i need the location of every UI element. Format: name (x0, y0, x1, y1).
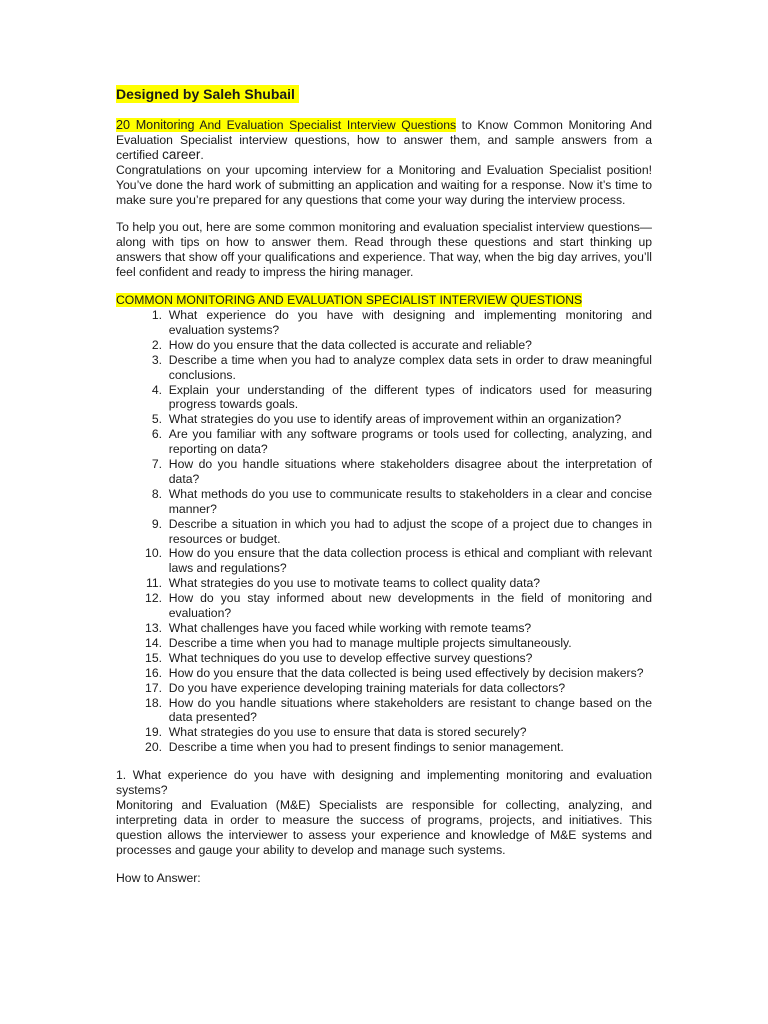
question-number: 14. (145, 635, 162, 650)
title-highlight-b: And Evaluation Specialist Interview Questions (194, 118, 457, 132)
questions-heading (116, 293, 652, 308)
question-number: 5. (151, 412, 162, 427)
question-text: Do you have experience developing training materials for data collectors? (168, 680, 566, 695)
answer-explanation: Monitoring and Evaluation (M&E) Specialists are responsible for collecting, analyzing, and interpreting data in order to measure the success of programs, projects, and initiatives. This question allows the interviewer to assess your experience and knowledge of M&E systems and processes and gauge your ability to develop and manage such systems. (116, 797, 652, 857)
question-item (116, 383, 652, 413)
question-number: 1. (151, 307, 162, 322)
question-number: 13. (145, 621, 162, 635)
question-number: 19. (145, 725, 162, 740)
question-item (116, 353, 652, 383)
document-page (116, 85, 652, 886)
question-number: 16. (145, 665, 162, 680)
question-item (116, 621, 652, 636)
question-number: 7. (151, 457, 162, 472)
question-item (116, 651, 652, 666)
question-text: How do you handle situations where stakeholders are resistant to change based on the data presented? (168, 695, 652, 725)
question-number: 12. (145, 591, 162, 606)
question-number: 3. (151, 352, 162, 367)
question-number: 20. (145, 740, 162, 755)
question-text: Describe a situation in which you had to adjust the scope of a project due to changes in resources or budget. (168, 516, 652, 546)
answer-question: 1. What experience do you have with designing and implementing monitoring and evaluation systems? (116, 768, 652, 798)
question-number: 10. (145, 546, 162, 561)
question-number: 11. (145, 576, 162, 591)
question-item (116, 308, 652, 338)
author-credit (116, 85, 652, 103)
question-text: Describe a time when you had to manage multiple projects simultaneously. (168, 635, 572, 650)
question-text: Explain your understanding of the different types of indicators used for measuring progress towards goals. (168, 382, 652, 412)
question-text: How do you stay informed about new developments in the field of monitoring and evaluation? (168, 591, 652, 621)
intro-title (116, 118, 652, 163)
question-text: What strategies do you use to ensure that data is stored securely? (168, 725, 527, 740)
question-item (116, 427, 652, 457)
title-rest: to Know Common Monitoring And Evaluation Specialist interview questions, how to answer them, and sample answers from a certified (116, 118, 652, 162)
question-text: What strategies do you use to identify areas of improvement within an organization? (168, 412, 622, 427)
question-item (116, 338, 652, 353)
title-end-word: career (162, 146, 201, 162)
question-item (116, 725, 652, 740)
questions-list (116, 308, 652, 755)
question-text: What methods do you use to communicate results to stakeholders in a clear and concise manner? (168, 486, 652, 516)
question-text: How do you ensure that the data collected is accurate and reliable? (168, 337, 532, 352)
question-number: 4. (151, 382, 162, 397)
question-item (116, 636, 652, 651)
question-item (116, 487, 652, 517)
question-item (116, 576, 652, 591)
question-item (116, 696, 652, 726)
congrats-paragraph: Congratulations on your upcoming interview for a Monitoring and Evaluation Specialist position! You’ve done the hard work of submitting an application and waiting for a response. Now it’s time to make sure you’re prepared for any questions that come your way during the interview process. (116, 162, 652, 207)
question-item (116, 591, 652, 621)
question-text: Are you familiar with any software programs or tools used for collecting, analyzing, and reporting on data? (168, 427, 652, 457)
question-number: 15. (145, 650, 162, 665)
question-text: What strategies do you use to motivate teams to collect quality data? (168, 576, 541, 591)
question-text: How do you handle situations where stakeholders disagree about the interpretation of data? (168, 457, 652, 486)
question-number: 2. (151, 337, 162, 352)
question-number: 17. (145, 680, 162, 695)
question-item (116, 457, 652, 487)
question-item (116, 412, 652, 427)
question-item (116, 740, 652, 755)
how-to-answer-label: How to Answer: (116, 870, 201, 885)
question-text: Describe a time when you had to present findings to senior management. (168, 740, 564, 755)
question-number: 18. (145, 695, 162, 710)
author-name: Designed by Saleh Shubail (116, 85, 299, 103)
title-end: . (200, 147, 204, 162)
question-text: How do you ensure that the data collection process is ethical and compliant with relevant laws and regulations? (168, 546, 652, 576)
question-number: 6. (151, 427, 162, 442)
question-item (116, 666, 652, 681)
question-text: What challenges have you faced while working with remote teams? (168, 621, 532, 635)
question-item (116, 517, 652, 547)
help-paragraph: To help you out, here are some common monitoring and evaluation specialist interview questions—along with tips on how to answer them. Read through these questions and start thinking up answers that show off your qualifications and experience. That way, when the big day arrives, you’ll feel confident and ready to impress the hiring manager. (116, 220, 652, 280)
question-text: What experience do you have with designing and implementing monitoring and evaluation systems? (168, 307, 652, 337)
question-text: Describe a time when you had to analyze complex data sets in order to draw meaningful conclusions. (168, 352, 652, 382)
questions-heading-text: COMMON MONITORING AND EVALUATION SPECIALIST INTERVIEW QUESTIONS (116, 293, 583, 308)
question-number: 8. (151, 486, 162, 501)
question-item (116, 546, 652, 576)
question-text: What techniques do you use to develop effective survey questions? (168, 650, 533, 665)
question-item (116, 681, 652, 696)
question-number: 9. (151, 516, 162, 531)
title-highlight-a: 20 Monitoring (116, 118, 195, 132)
question-text: How do you ensure that the data collected is being used effectively by decision makers? (168, 665, 644, 680)
